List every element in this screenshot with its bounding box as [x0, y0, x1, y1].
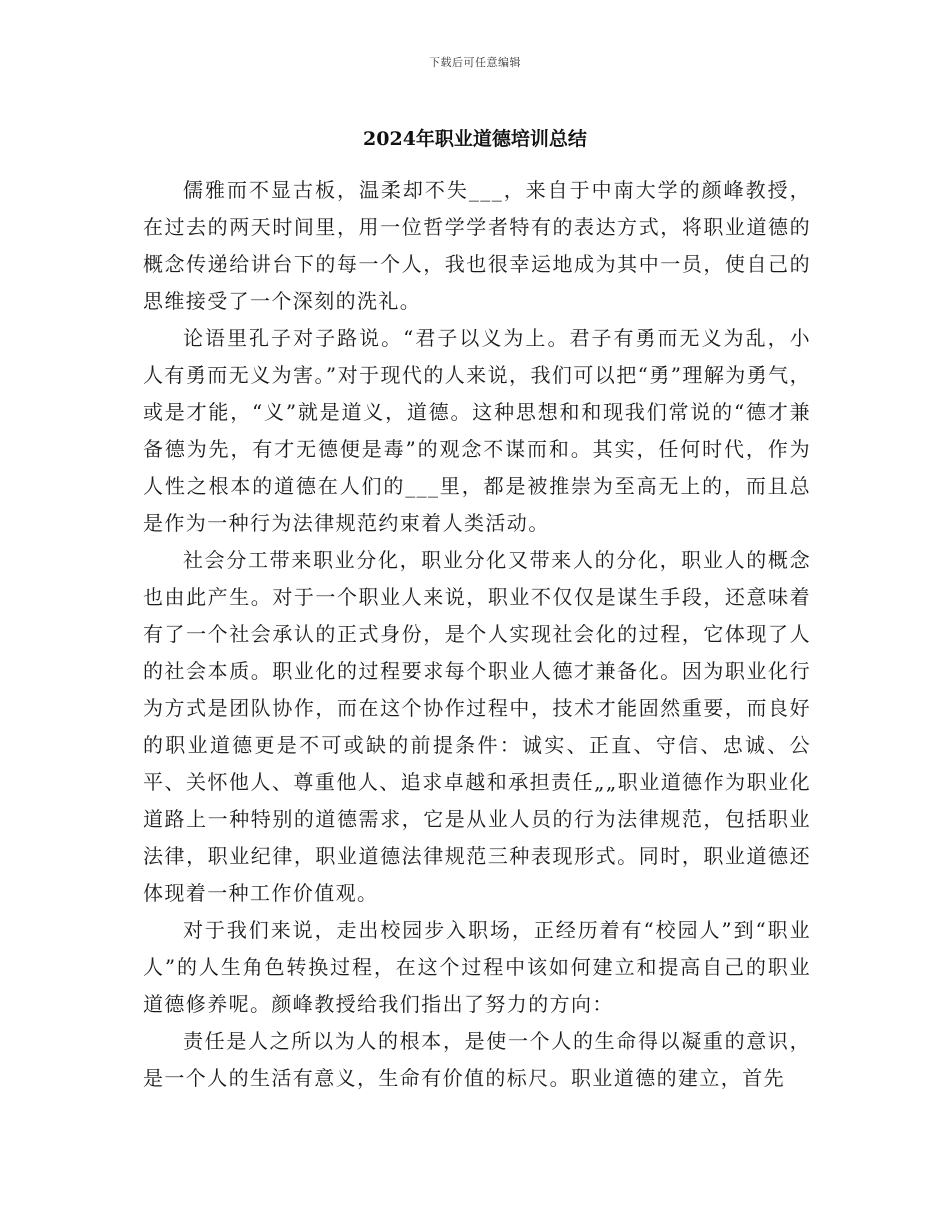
- paragraph: 社会分工带来职业分化，职业分化又带来人的分化，职业人的概念也由此产生。对于一个职业人来说，职业不仅仅是谋生手段，还意味着有了一个社会承认的正式身份，是个人实现社会化的过程，它体现了人的社会本质。职业化的过程要求每个职业人德才兼备化。因为职业化行为方式是团队协作，而在这个协作过程中，技术才能固然重要，而良好的职业道德更是不可或缺的前提条件：诚实、正直、守信、忠诚、公平、关怀他人、尊重他人、追求卓越和承担责任„„职业道德作为职业化道路上一种特别的道德需求，它是从业人员的行为法律规范，包括职业法律，职业纪律，职业道德法律规范三种表现形式。同时，职业道德还体现着一种工作价值观。: [143, 548, 811, 905]
- paragraph: 论语里孔子对子路说。“君子以义为上。君子有勇而无义为乱，小人有勇而无义为害。”对于现代的人来说，我们可以把“勇”理解为勇气，或是才能，“义”就是道义，道德。这种思想和和现我们常说的“德才兼备德为先，有才无德便是毒”的观念不谋而和。其实，任何时代，作为人性之根本的道德在人们的___里，都是被推崇为至高无上的，而且总是作为一种行为法律规范约束着人类活动。: [143, 326, 811, 535]
- document-title: 2024年职业道德培训总结: [363, 128, 587, 150]
- header-note: 下载后可任意编辑: [429, 56, 521, 69]
- document-body: [143, 172, 811, 1097]
- paragraph: 责任是人之所以为人的根本，是使一个人的生命得以凝重的意识，是一个人的生活有意义，生命有价值的标尺。职业道德的建立，首先: [143, 1029, 811, 1090]
- paragraph: 对于我们来说，走出校园步入职场，正经历着有“校园人”到“职业人”的人生角色转换过程，在这个过程中该如何建立和提高自己的职业道德修养呢。颜峰教授给我们指出了努力的方向：: [143, 918, 811, 1016]
- paragraph: 儒雅而不显古板，温柔却不失___，来自于中南大学的颜峰教授，在过去的两天时间里，用一位哲学学者特有的表达方式，将职业道德的概念传递给讲台下的每一个人，我也很幸运地成为其中一员，使自己的思维接受了一个深刻的洗礼。: [143, 178, 811, 313]
